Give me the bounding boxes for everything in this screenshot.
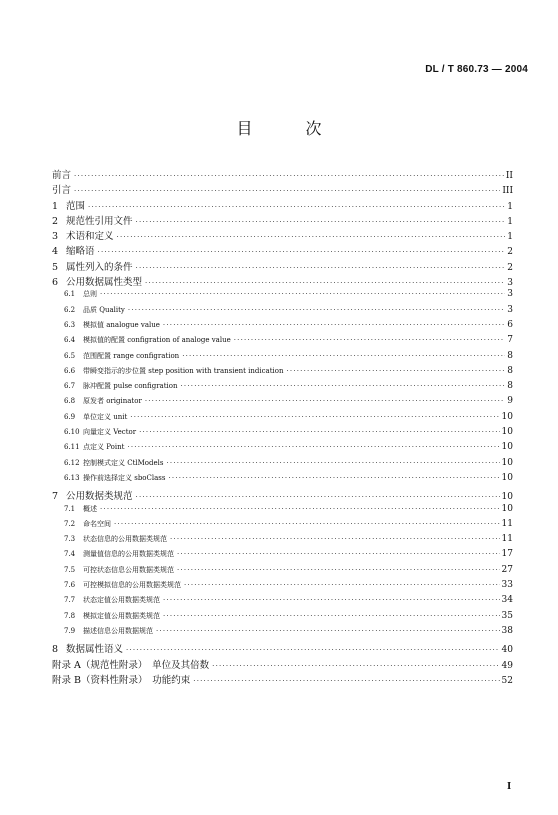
toc-dot-leader bbox=[88, 203, 505, 211]
toc-entry[interactable] bbox=[52, 626, 513, 641]
toc-dot-leader bbox=[163, 596, 500, 604]
toc-entry-title: 概述 bbox=[83, 504, 97, 513]
toc-entry[interactable] bbox=[52, 289, 513, 304]
toc-entry-title: 脉冲配置 pulse configration bbox=[83, 382, 178, 391]
toc-entry-page: 49 bbox=[501, 660, 513, 671]
toc-dot-leader bbox=[127, 443, 499, 451]
toc-dot-leader bbox=[136, 218, 506, 226]
toc-entry-title: 公用数据属性类型 bbox=[66, 277, 143, 289]
toc-entry-title: 原发者 originator bbox=[83, 397, 142, 406]
toc-dot-leader bbox=[145, 397, 505, 405]
toc-entry-page: 1 bbox=[507, 232, 513, 243]
toc-dot-leader bbox=[177, 550, 500, 558]
toc-entry-number: 6.13 bbox=[64, 473, 80, 482]
toc-entry-page: 10 bbox=[501, 492, 513, 503]
toc-entry-page: 3 bbox=[507, 304, 513, 315]
toc-entry-number: 6.7 bbox=[64, 382, 76, 391]
toc-entry-page: 2 bbox=[507, 262, 513, 273]
toc-entry-number: 7 bbox=[52, 491, 59, 503]
toc-entry-page: 3 bbox=[507, 278, 513, 289]
toc-entry[interactable] bbox=[52, 549, 513, 564]
toc-entry-title: 模拟定值公用数据类规范 bbox=[83, 611, 160, 620]
toc-entry-title: 范围配置 range configration bbox=[83, 351, 180, 360]
toc-entry[interactable] bbox=[52, 366, 513, 381]
toc-entry-number: 6.3 bbox=[64, 320, 76, 329]
toc-dot-leader bbox=[74, 172, 504, 180]
toc-entry-number: 5 bbox=[52, 261, 59, 273]
toc-entry-number: 7.2 bbox=[64, 519, 76, 528]
toc-entry-number: 3 bbox=[52, 231, 59, 243]
toc-entry-number: 7.3 bbox=[64, 535, 76, 544]
toc-entry-page: 38 bbox=[501, 625, 513, 636]
toc-entry-page: 40 bbox=[501, 645, 513, 656]
toc-entry[interactable] bbox=[52, 259, 513, 274]
toc-entry-page: 1 bbox=[507, 201, 513, 212]
toc-entry[interactable] bbox=[52, 442, 513, 457]
toc-entry[interactable] bbox=[52, 305, 513, 320]
toc-entry-number: 6.9 bbox=[64, 412, 76, 421]
toc-dot-leader bbox=[128, 306, 505, 314]
toc-entry-page: 10 bbox=[501, 472, 513, 483]
toc-entry[interactable] bbox=[52, 611, 513, 626]
toc-entry-number: 7.4 bbox=[64, 550, 76, 559]
toc-dot-leader bbox=[100, 290, 505, 298]
toc-entry[interactable] bbox=[52, 167, 513, 182]
toc-entry-page: 1 bbox=[507, 216, 513, 227]
toc-entry-title: 状态定值公用数据类规范 bbox=[83, 596, 160, 605]
toc-entry-title: 前言 bbox=[52, 170, 72, 181]
toc-entry-title: 规范性引用文件 bbox=[66, 215, 133, 227]
toc-entry[interactable] bbox=[52, 228, 513, 243]
toc-entry-title: 范围 bbox=[66, 200, 86, 212]
toc-entry-page: 10 bbox=[501, 503, 513, 514]
toc-dot-leader bbox=[74, 187, 500, 195]
toc-entry-number: 6.6 bbox=[64, 366, 76, 375]
toc-dot-leader bbox=[136, 264, 506, 272]
toc-entry-title: 带瞬变指示的步位置 step position with transient indication bbox=[83, 366, 284, 375]
toc-dot-leader bbox=[234, 336, 506, 344]
toc-entry-title: 可控模拟信息的公用数据类规范 bbox=[83, 581, 181, 590]
toc-dot-leader bbox=[163, 612, 500, 620]
toc-entry-number: 6.4 bbox=[64, 336, 76, 345]
toc-entry-page: 10 bbox=[501, 411, 513, 422]
toc-entry-page: 2 bbox=[507, 247, 513, 258]
toc-entry-number: 7.5 bbox=[64, 565, 76, 574]
toc-entry-title: 状态信息的公用数据类规范 bbox=[83, 535, 167, 544]
toc-entry-page: 27 bbox=[501, 564, 513, 575]
toc-entry[interactable] bbox=[52, 274, 513, 289]
toc-dot-leader bbox=[139, 428, 499, 436]
toc-entry-page: 11 bbox=[501, 534, 513, 545]
toc-entry[interactable] bbox=[52, 565, 513, 580]
toc-entry-number: 7.8 bbox=[64, 611, 76, 620]
standard-code: DL / T 860.73 — 2004 bbox=[425, 64, 528, 75]
toc-entry[interactable] bbox=[52, 473, 513, 488]
toc-entry-title: 控制模式定义 CtlModels bbox=[83, 458, 164, 467]
toc-entry[interactable] bbox=[52, 182, 513, 197]
toc-dot-leader bbox=[168, 474, 499, 482]
toc-entry[interactable] bbox=[52, 641, 513, 656]
toc-dot-leader bbox=[181, 382, 506, 390]
toc-entry-page: 34 bbox=[501, 595, 513, 606]
toc-dot-leader bbox=[136, 493, 500, 501]
toc-entry-number: 7.1 bbox=[64, 504, 76, 513]
toc-entry[interactable] bbox=[52, 243, 513, 258]
toc-entry-page: 33 bbox=[501, 580, 513, 591]
toc-entry[interactable] bbox=[52, 672, 513, 687]
toc-entry-number: 1 bbox=[52, 200, 59, 212]
toc-entry[interactable] bbox=[52, 381, 513, 396]
toc-entry-number: 8 bbox=[52, 644, 59, 656]
toc-entry-title: 附录 A（规范性附录） 单位及其倍数 bbox=[52, 659, 210, 671]
toc-entry[interactable] bbox=[52, 213, 513, 228]
toc-entry-page: 35 bbox=[501, 610, 513, 621]
toc-entry[interactable] bbox=[52, 519, 513, 534]
toc-entry-number: 6.5 bbox=[64, 351, 76, 360]
toc-entry-page: 3 bbox=[507, 289, 513, 300]
toc-entry-title: 数据属性语义 bbox=[66, 644, 124, 656]
toc-entry-title: 测量值信息的公用数据类规范 bbox=[83, 550, 174, 559]
toc-entry[interactable] bbox=[52, 534, 513, 549]
toc-entry-number: 4 bbox=[52, 246, 59, 258]
toc-entry-title: 品质 Quality bbox=[83, 305, 125, 314]
toc-entry-number: 6.2 bbox=[64, 305, 76, 314]
toc-entry-page: 8 bbox=[507, 350, 513, 361]
toc-dot-leader bbox=[126, 646, 500, 654]
toc-entry-number: 7.7 bbox=[64, 596, 76, 605]
toc-entry-page: 8 bbox=[507, 365, 513, 376]
toc-entry-number: 7.9 bbox=[64, 626, 76, 635]
toc-dot-leader bbox=[170, 535, 500, 543]
toc-entry-title: 公用数据类规范 bbox=[66, 491, 133, 503]
toc-entry-page: 17 bbox=[501, 549, 513, 560]
toc-entry-title: 引言 bbox=[52, 185, 72, 197]
toc-entry-title: 操作前选择定义 sboClass bbox=[83, 473, 166, 482]
toc-entry-page: 6 bbox=[507, 319, 513, 330]
toc-entry[interactable] bbox=[52, 427, 513, 442]
toc-entry-number: 6.12 bbox=[64, 458, 80, 467]
toc-entry-title: 描述信息公用数据规范 bbox=[83, 626, 153, 635]
toc-dot-leader bbox=[184, 581, 500, 589]
toc-dot-leader bbox=[286, 367, 505, 375]
toc-entry-number: 6 bbox=[52, 277, 59, 289]
toc-entry-page: 10 bbox=[501, 457, 513, 468]
toc-entry[interactable] bbox=[52, 580, 513, 595]
toc-entry[interactable] bbox=[52, 320, 513, 335]
toc-entry-page: 10 bbox=[501, 442, 513, 453]
toc-entry-number: 6.10 bbox=[64, 428, 80, 437]
toc-dot-leader bbox=[114, 520, 500, 528]
page-title: 目 次 bbox=[236, 119, 346, 138]
toc-entry-page: 7 bbox=[507, 335, 513, 346]
toc-entry-title: 向量定义 Vector bbox=[83, 428, 137, 437]
toc-entry-number: 6.1 bbox=[64, 290, 76, 299]
toc-entry[interactable] bbox=[52, 335, 513, 350]
toc-entry[interactable] bbox=[52, 351, 513, 366]
toc-entry-title: 模拟值 analogue value bbox=[83, 320, 160, 329]
toc-entry[interactable] bbox=[52, 458, 513, 473]
toc-entry-page: 52 bbox=[501, 675, 513, 686]
toc-entry-title: 附录 B（资料性附录） 功能约束 bbox=[52, 674, 191, 686]
toc-entry-title: 属性列入的条件 bbox=[66, 261, 133, 273]
toc-dot-leader bbox=[193, 677, 499, 685]
page-number: I bbox=[507, 782, 512, 792]
toc-dot-leader bbox=[163, 321, 505, 329]
toc-entry-title: 缩略语 bbox=[66, 246, 95, 258]
toc-dot-leader bbox=[156, 627, 500, 635]
toc-entry-page: III bbox=[502, 186, 513, 197]
toc-entry-page: 9 bbox=[507, 396, 513, 407]
toc-dot-leader bbox=[145, 279, 505, 287]
toc-entry-title: 点定义 Point bbox=[83, 443, 125, 452]
toc-entry-title: 单位定义 unit bbox=[83, 412, 128, 421]
toc-entry-page: 11 bbox=[501, 518, 513, 529]
toc-entry-title: 总则 bbox=[83, 290, 97, 299]
toc-entry[interactable] bbox=[52, 198, 513, 213]
table-of-contents bbox=[52, 167, 513, 687]
toc-entry[interactable] bbox=[52, 595, 513, 610]
toc-entry[interactable] bbox=[52, 504, 513, 519]
toc-dot-leader bbox=[98, 248, 506, 256]
toc-entry[interactable] bbox=[52, 412, 513, 427]
toc-entry-title: 术语和定义 bbox=[66, 231, 114, 243]
toc-entry[interactable] bbox=[52, 396, 513, 411]
toc-entry-title: 可控状态信息公用数据类规范 bbox=[83, 565, 174, 574]
toc-dot-leader bbox=[212, 662, 499, 670]
toc-entry-number: 7.6 bbox=[64, 581, 76, 590]
toc-dot-leader bbox=[117, 233, 506, 241]
toc-entry-title: 命名空间 bbox=[83, 519, 111, 528]
toc-dot-leader bbox=[166, 459, 499, 467]
toc-dot-leader bbox=[182, 352, 505, 360]
toc-dot-leader bbox=[177, 566, 500, 574]
toc-entry-number: 6.8 bbox=[64, 397, 76, 406]
toc-dot-leader bbox=[100, 505, 500, 513]
toc-entry-page: II bbox=[505, 171, 513, 181]
toc-entry-page: 10 bbox=[501, 427, 513, 438]
toc-dot-leader bbox=[130, 413, 499, 421]
toc-entry-title: 模拟值的配置 configration of analoge value bbox=[83, 336, 231, 345]
toc-entry-number: 6.11 bbox=[64, 443, 80, 452]
toc-entry-number: 2 bbox=[52, 215, 59, 227]
toc-entry[interactable] bbox=[52, 657, 513, 672]
toc-entry-page: 8 bbox=[507, 381, 513, 392]
toc-entry[interactable] bbox=[52, 488, 513, 503]
